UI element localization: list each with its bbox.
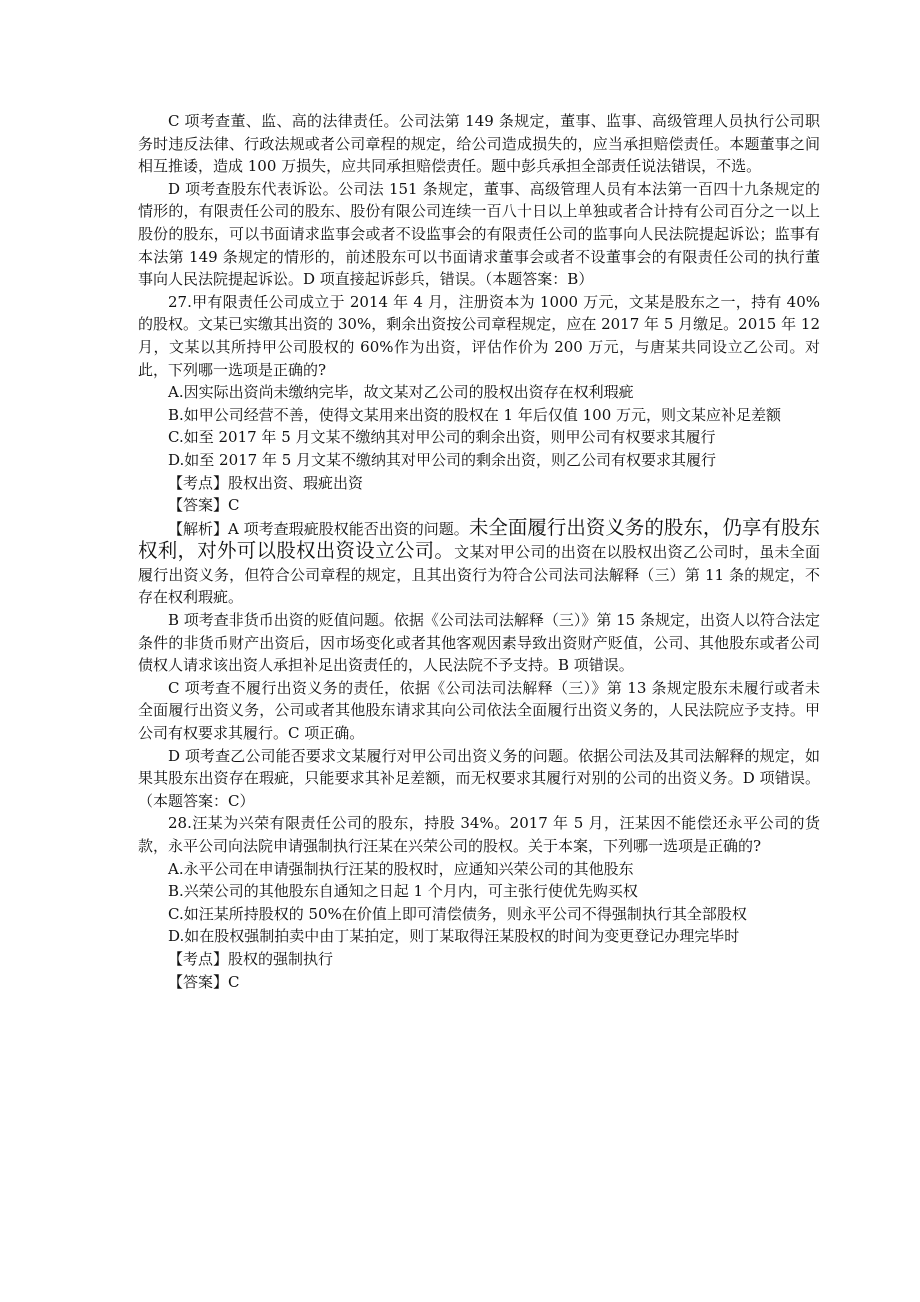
- question-27-option-c: C.如至 2017 年 5 月文某不缴纳其对甲公司的剩余出资，则甲公司有权要求其履行: [168, 428, 716, 447]
- question-27-analysis-a: [138, 517, 820, 609]
- question-27-analysis-c: C 项考查不履行出资义务的责任，依据《公司法司法解释（三）》第 13 条规定股东未履行或者未全面履行出资义务，公司或者其他股东请求其向公司依法全面履行出资义务的，人民法院应予支持。甲公司有权要求其履行。C 项正确。: [138, 678, 820, 743]
- question-27-analysis-b: B 项考查非货币出资的贬值问题。依据《公司法司法解释（三）》第 15 条规定，出资人以符合法定条件的非货币财产出资后，因市场变化或者其他客观因素导致出资财产贬值，公司、其他股东或者公司债权人请求该出资人承担补足出资责任的，人民法院不予支持。B 项错误。: [138, 611, 820, 675]
- question-28-key-point: 【考点】股权的强制执行: [168, 949, 334, 968]
- question-28-stem: 28.汪某为兴荣有限责任公司的股东，持股 34%。2017 年 5 月，汪某因不能偿还永平公司的货款，永平公司向法院申请强制执行汪某在兴荣公司的股权。关于本案，下列哪一选项是正确的?: [138, 814, 820, 855]
- analysis-rest: 文某对甲公司的出资在以股权出资乙公司时，虽未全面履行出资义务，但符合公司章程的规定，且其出资行为符合公司法司法解释（三）第 11 条的规定，不存在权利瑕疵。: [138, 543, 820, 607]
- question-28-option-c: C.如汪某所持股权的 50%在价值上即可清偿债务，则永平公司不得强制执行其全部股权: [168, 904, 747, 923]
- paragraph-d-derivative-suit: D 项考查股东代表诉讼。公司法 151 条规定，董事、高级管理人员有本法第一百四十九条规定的情形的，有限责任公司的股东、股份有限公司连续一百八十日以上单独或者合计持有公司百分之一以上股份的股东，可以书面请求监事会或者不设监事会的有限责任公司的监事向人民法院提起诉讼；监事有本法第 149 条规定的情形的，前述股东可以书面请求董事会或者不设董事会的有限责任公司的执行董事向人民法院提起诉讼。D 项直接起诉彭兵，错误。（本题答案：B）: [138, 179, 820, 289]
- question-28-option-d: D.如在股权强制拍卖中由丁某拍定，则丁某取得汪某股权的时间为变更登记办理完毕时: [168, 927, 740, 946]
- question-28-option-b: B.兴荣公司的其他股东自通知之日起 1 个月内，可主张行使优先购买权: [168, 882, 638, 901]
- question-28-option-a: A.永平公司在申请强制执行汪某的股权时，应通知兴荣公司的其他股东: [168, 859, 634, 878]
- question-27-analysis-d: D 项考查乙公司能否要求文某履行对甲公司出资义务的问题。依据公司法及其司法解释的规定，如果其股东出资存在瑕疵，只能要求其补足差额，而无权要求其履行对别的公司的出资义务。D 项错误。（本题答案：C）: [138, 746, 820, 810]
- question-27-answer: 【答案】C: [168, 496, 240, 515]
- question-28-answer: 【答案】C: [168, 972, 240, 991]
- paragraph-c-liability: C 项考查董、监、高的法律责任。公司法第 149 条规定，董事、监事、高级管理人员执行公司职务时违反法律、行政法规或者公司章程的规定，给公司造成损失的，应当承担赔偿责任。本题董事之间相互推诿，造成 100 万损失，应共同承担赔偿责任。题中彭兵承担全部责任说法错误，不选。: [138, 112, 820, 176]
- question-27-option-d: D.如至 2017 年 5 月文某不缴纳其对甲公司的剩余出资，则乙公司有权要求其履行: [168, 450, 717, 469]
- analysis-emphasis: 未全面履行出资义务的股东，仍享有股东权利，对外可以股权出资设立公司。: [138, 515, 820, 563]
- question-27-stem: 27.甲有限责任公司成立于 2014 年 4 月，注册资本为 1000 万元，文某是股东之一，持有 40%的股权。文某已实缴其出资的 30%，剩余出资按公司章程规定，应在 2017 年 5 月缴足。2015 年 12 月，文某以其所持甲公司股权的 60%作为出资，评估作价为 200 万元，与唐某共同设立乙公司。对此，下列哪一选项是正确的?: [138, 292, 820, 379]
- question-27-option-a: A.因实际出资尚未缴纳完毕，故文某对乙公司的股权出资存在权利瑕疵: [168, 383, 634, 402]
- analysis-lead: 【解析】A 项考查瑕疵股权能否出资的问题。: [168, 519, 469, 538]
- question-27-key-point: 【考点】股权出资、瑕疵出资: [168, 473, 364, 492]
- question-27-option-b: B.如甲公司经营不善，使得文某用来出资的股权在 1 年后仅值 100 万元，则文某应补足差额: [168, 405, 782, 424]
